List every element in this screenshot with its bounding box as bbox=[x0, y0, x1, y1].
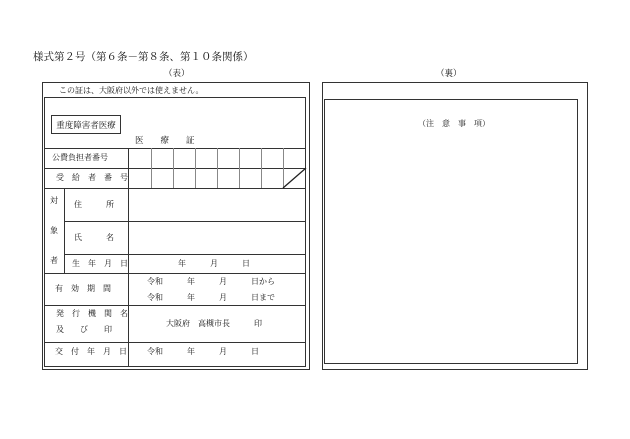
row-line bbox=[44, 342, 306, 343]
back-inner-frame bbox=[324, 99, 578, 364]
number-cell-divider bbox=[261, 148, 262, 188]
issue-date-label: 交 付 年 月 日 bbox=[55, 347, 127, 356]
row-line bbox=[44, 148, 306, 149]
certificate-title: 医 療 証 bbox=[135, 136, 195, 146]
number-cell-divider bbox=[151, 148, 152, 188]
birth-date-label: 生 年 月 日 bbox=[72, 259, 128, 268]
row-line bbox=[44, 273, 306, 274]
certificate-type-text: 重度障害者医療 bbox=[56, 120, 116, 131]
front-side-label: （表） bbox=[164, 69, 190, 79]
label-column-divider bbox=[128, 148, 129, 367]
validity-to: 令和 年 月 日まで bbox=[147, 293, 275, 302]
subject-label-char-1: 対 bbox=[50, 196, 58, 205]
subject-label-char-3: 者 bbox=[50, 256, 58, 265]
public-payer-number-label: 公費負担者番号 bbox=[52, 153, 108, 162]
name-label: 氏 名 bbox=[74, 233, 114, 242]
back-side-label: （裏） bbox=[436, 69, 462, 79]
issuer-label-line1: 発 行 機 関 名 bbox=[56, 309, 128, 318]
validity-period-label: 有 効 期 間 bbox=[55, 284, 111, 293]
row-line bbox=[44, 305, 306, 306]
recipient-number-void-slash bbox=[283, 168, 306, 188]
form-title: 様式第２号（第６条－第８条、第１０条関係） bbox=[33, 51, 254, 63]
row-line bbox=[44, 188, 306, 189]
row-line bbox=[64, 254, 306, 255]
issuer-value: 大阪府 高槻市長 印 bbox=[166, 319, 262, 328]
recipient-number-label: 受 給 者 番 号 bbox=[56, 173, 128, 182]
birth-date-value: 年 月 日 bbox=[178, 259, 250, 268]
usage-notice: この証は、大阪府以外では使えません。 bbox=[59, 86, 204, 95]
subject-label-char-2: 象 bbox=[50, 226, 58, 235]
issuer-label-line2: 及 び 印 bbox=[56, 325, 112, 334]
number-cell-divider bbox=[195, 148, 196, 188]
address-label: 住 所 bbox=[74, 200, 114, 209]
number-cell-divider bbox=[239, 148, 240, 188]
number-cell-divider bbox=[217, 148, 218, 188]
row-line bbox=[64, 221, 306, 222]
subject-column-divider bbox=[64, 188, 65, 273]
row-line bbox=[44, 168, 306, 169]
certificate-type-badge bbox=[51, 115, 121, 134]
validity-from: 令和 年 月 日から bbox=[147, 277, 275, 286]
issue-date-value: 令和 年 月 日 bbox=[147, 347, 259, 356]
notes-title: （注 意 事 項） bbox=[418, 119, 490, 128]
number-cell-divider bbox=[173, 148, 174, 188]
